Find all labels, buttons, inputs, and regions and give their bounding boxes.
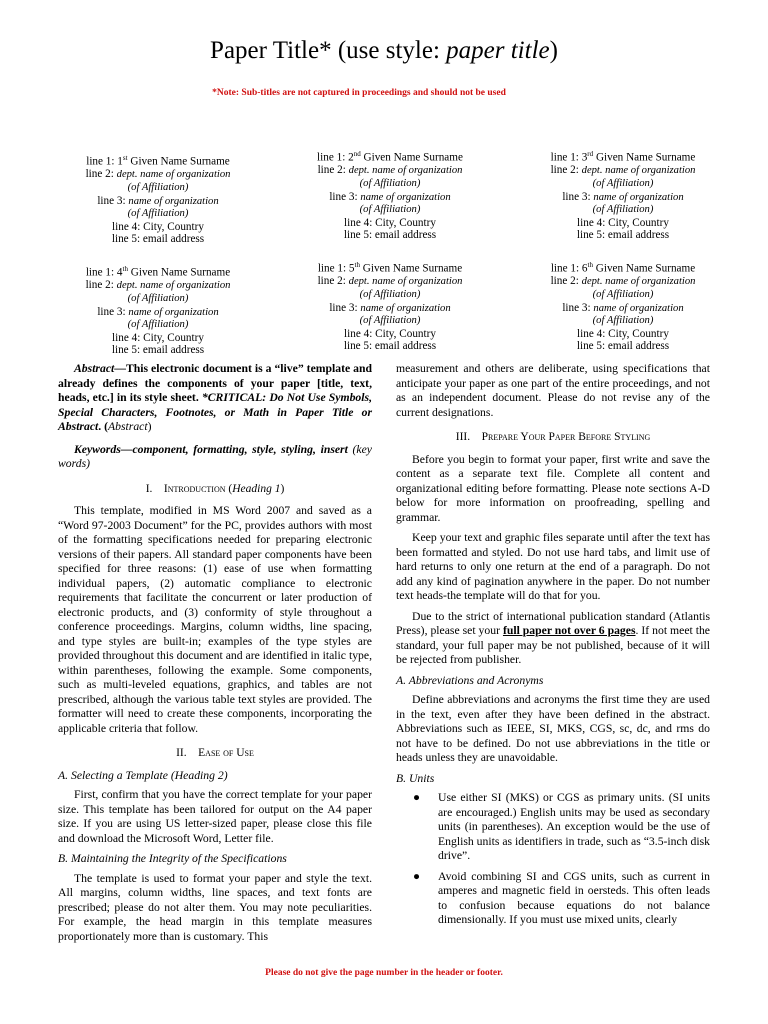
paragraph-2a: First, confirm that you have the correct template for your paper size. This template has been tailored for output on the A4 paper size. If you are using US letter-sized paper, please close this file and download the Microsoft Word, Letter file. [58,788,372,845]
author-block: line 1: 3rd Given Name Surname line 2: dept. name of organization (of Affiliation) line 3: name of organization (of Affiliation) line 4: City, Country line 5: email address [550,150,696,242]
author-block: line 1: 4th Given Name Surname line 2: dept. name of organization (of Affiliation) line 3: name of organization (of Affiliation) line 4: City, Country line 5: email address [85,265,231,357]
footer-note: Please do not give the page number in the header or footer. [265,968,503,978]
subsection-heading-2a: A. Selecting a Template (Heading 2) [58,768,228,782]
paper-title: Paper Title* (use style: paper title) [210,37,558,64]
section-heading-2: II. Ease of Use [176,747,254,759]
subsection-heading-2b: B. Maintaining the Integrity of the Specifications [58,852,287,865]
right-column [396,362,710,934]
bullet-item: ● Use either SI (MKS) or CGS as primary units. (SI units are encouraged.) English units may be used as secondary units (in parentheses). An exception would be the use of English units as identifiers in trade, such as “3.5-inch disk drive”. [413,791,710,862]
intro-paragraph: This template, modified in MS Word 2007 and saved as a “Word 97-2003 Document” for the PC, provides authors with most of the formatting specifications needed for preparing electronic versions of their papers. All standard paper components have been specified for three reasons: (1) ease of use when formatting individual papers, (2) automatic compliance to electronic requirements that facilitate the concurrent or later production of electronic products, and (3) conformity of style throughout a conference proceedings. Margins, column widths, line spacing, and type styles are built-in; examples of the type styles are provided throughout this document and are identified in italic type, within parentheses, following the example. Some components, such as multi-leveled equations, graphics, and tables are not prescribed, although the various table text styles are provided. The formatter will need to create these components, incorporating the applicable criteria that follow. [58,504,372,735]
section-heading-3: III. Prepare Your Paper Before Styling [455,431,651,443]
paragraph-3-2: Keep your text and graphic files separate until after the text has been formatted and styled. Do not use hard tabs, and limit use of hard returns to only one return at the end of a paragraph. Do not add any kind of pagination anywhere in the paper. Do not number text heads-the template will do that for you. [396,531,710,602]
paragraph-3a: Define abbreviations and acronyms the first time they are used in the text, even after they have been defined in the abstract. Abbreviations such as IEEE, SI, MKS, CGS, sc, dc, and rms do not have to be defined. Do not use abbreviations in the title or heads unless they are unavoidable. [396,693,710,764]
author-block: line 1: 5th Given Name Surname line 2: dept. name of organization (of Affiliation) line 3: name of organization (of Affiliation) line 4: City, Country line 5: email address [317,261,463,353]
left-column [58,362,372,950]
subsection-heading-3b: B. Units [396,771,435,785]
bullet-item: ● Avoid combining SI and CGS units, such as current in amperes and magnetic field in oersteds. This often leads to confusion because equations do not balance dimensionally. If you must use mixed units, clearly [413,869,710,926]
abstract: Abstract—This electronic document is a “live” template and already defines the components of your paper [title, text, heads, etc.] in its style sheet. *CRITICAL: Do Not Use Symbols, Special Characters, Footnotes, or Math in Paper Title or Abstract. (Abstract) [58,362,372,433]
paragraph-3-3: Due to the strict of international publication standard (Atlantis Press), please set your full paper not over 6 pages. If not meet the standard, your full paper may be not published, because of it will be rejected from publisher. [396,609,710,666]
subsection-heading-3a: A. Abbreviations and Acronyms [396,673,544,687]
author-block: line 1: 2nd Given Name Surname line 2: dept. name of organization (of Affiliation) line 3: name of organization (of Affiliation) line 4: City, Country line 5: email address [317,150,463,242]
author-block: line 1: 6th Given Name Surname line 2: dept. name of organization (of Affiliation) line 3: name of organization (of Affiliation) line 4: City, Country line 5: email address [550,261,696,353]
keywords: Keywords—component, formatting, style, styling, insert (key words) [58,442,372,470]
paragraph-continued: measurement and others are deliberate, using specifications that anticipate your paper as one part of the entire proceedings, and not as an independent document. Please do not revise any of the current designations. [396,362,710,419]
bullet-icon: ● [413,791,421,804]
author-block: line 1: 1st Given Name Surname line 2: dept. name of organization (of Affiliation) line 3: name of organization (of Affiliation) line 4: City, Country line 5: email address [85,154,231,246]
paragraph-2b: The template is used to format your paper and style the text. All margins, column widths, line spaces, and text fonts are prescribed; please do not alter them. You may note peculiarities. For example, the head margin in this template measures proportionately more than is customary. This [58,871,372,943]
bullet-icon: ● [413,869,421,883]
paragraph-3-1: Before you begin to format your paper, first write and save the content as a separate text file. Complete all content and organizational editing before formatting. Please note sections A-D below for more information on proofreading, spelling and grammar. [396,452,710,524]
section-heading-1: I. Introduction (Heading 1) [145,482,285,495]
subtitle-note: *Note: Sub-titles are not captured in proceedings and should not be used [212,88,506,98]
